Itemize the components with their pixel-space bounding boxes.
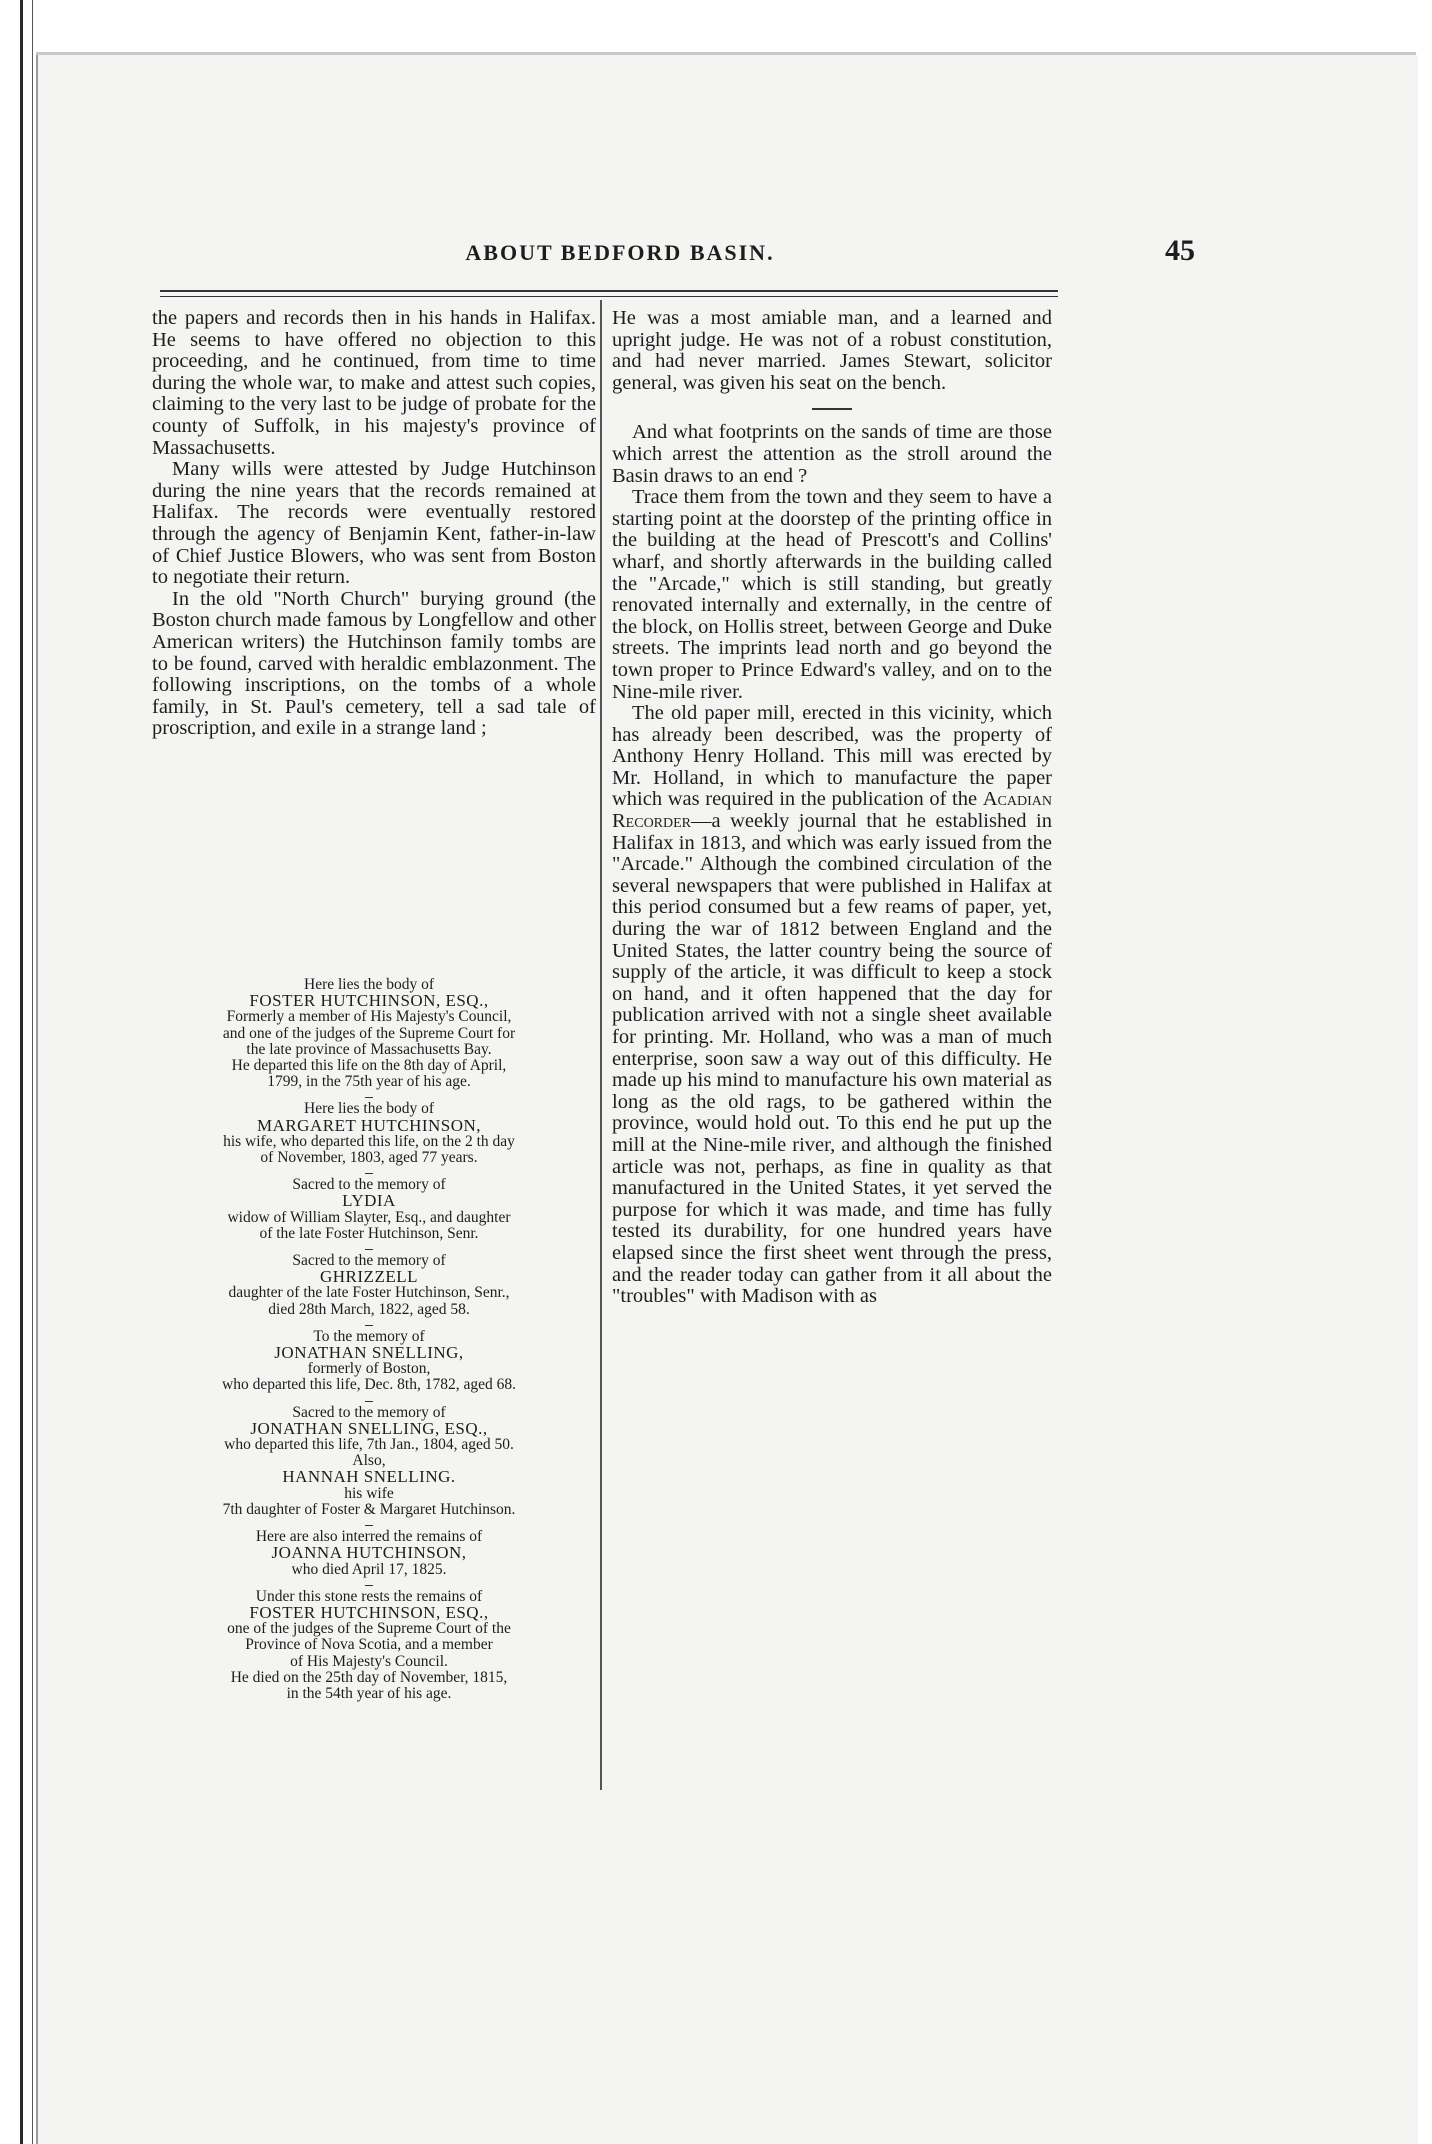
- epitaph: [148, 1253, 590, 1318]
- epitaph-name: JONATHAN SNELLING, ESQ.,: [250, 1418, 488, 1438]
- right-column: [612, 308, 1052, 1308]
- section-break: [812, 408, 852, 410]
- epitaph-line: of His Majesty's Council.: [290, 1652, 448, 1670]
- running-head: ABOUT BEDFORD BASIN.: [465, 240, 775, 265]
- epitaph-line: To the memory of: [313, 1327, 425, 1345]
- epitaph-name: FOSTER HUTCHINSON, ESQ.,: [249, 1602, 489, 1622]
- epitaph-line: Sacred to the memory of: [292, 1252, 446, 1270]
- epitaph-line: Sacred to the memory of: [292, 1403, 446, 1421]
- column-separator: [600, 300, 602, 1790]
- epitaph-line: died 28th March, 1822, aged 58.: [268, 1300, 470, 1318]
- header-rule-thick: [160, 290, 1058, 292]
- epitaph-line: 7th daughter of Foster & Margaret Hutchinson.: [222, 1500, 516, 1518]
- epitaph-list: [148, 977, 590, 1709]
- epitaph-line: daughter of the late Foster Hutchinson, Senr.,: [228, 1284, 510, 1302]
- epitaph-divider: [365, 1325, 373, 1326]
- epitaph-line: Province of Nova Scotia, and a member: [245, 1636, 493, 1654]
- paragraph: And what footprints on the sands of time are those which arrest the attention as the stroll around the Basin draws to an end ?: [612, 421, 1052, 487]
- paragraph: Trace them from the town and they seem to have a starting point at the doorstep of the printing office in the building at the head of Prescott's and Collins' wharf, and shortly afterwards in the building called the "Arcade," which is still standing, but greatly renovated internally and externally, in the centre of the block, on Hollis street, between George and Duke streets. The imprints lead north and go beyond the town proper to Prince Edward's valley, and on to the Nine-mile river.: [612, 486, 1052, 703]
- epitaph-name: JONATHAN SNELLING,: [274, 1343, 464, 1363]
- epitaph-name: JOANNA HUTCHINSON,: [271, 1543, 467, 1563]
- epitaph-line: formerly of Boston,: [307, 1360, 431, 1378]
- epitaph-line: who departed this life, 7th Jan., 1804, aged 50.: [224, 1436, 514, 1454]
- epitaph-line: in the 54th year of his age.: [286, 1684, 452, 1702]
- epitaph-divider: [365, 1097, 373, 1098]
- epitaph: [148, 1529, 590, 1578]
- newspaper-title: Acadian Recorder: [612, 788, 1052, 833]
- epitaph-line: who died April 17, 1825.: [291, 1560, 447, 1578]
- paragraph-text: —a weekly journal that he established in Halifax in 1813, and which was early issued from the "Arcade." Although the combined circulation of the several newspapers that were published in Halifax at this period consumed but a few reams of paper, yet, during the war of 1812 between England and the United States, the latter country being the source of supply of the article, it was difficult to keep a stock on hand, and it often happened that the day for publication arrived with not a single sheet available for printing. Mr. Holland, who was a man of much enterprise, soon saw a way out of this difficulty. He made up his mind to manufacture his own material as long as the old rags, to be gathered within the province, would hold out. To this end he put up the mill at the Nine-mile river, and although the finished article was not, perhaps, as fine in quality as that manufactured in the United States, it yet served the purpose for which it was made, and time has fully tested its durability, for one hundred years have elapsed since the first sheet went through the press, and the reader today can gather from it all about the "troubles" with Madison with as: [612, 810, 1052, 1308]
- paragraph: In the old "North Church" burying ground (the Boston church made famous by Longfellow and other American writers) the Hutchinson family tombs are to be found, carved with heraldic emblazonment. The following inscriptions, on the tombs of a whole family, in St. Paul's cemetery, tell a sad tale of proscription, and exile in a strange land ;: [152, 587, 596, 740]
- epitaph: [148, 977, 590, 1090]
- book-edge-line: [32, 0, 33, 2144]
- epitaph-divider: [365, 1585, 373, 1586]
- book-edge-dark: [20, 0, 23, 2144]
- epitaph-line: who departed this life, Dec. 8th, 1782, aged 68.: [222, 1376, 516, 1394]
- epitaph-line: Here lies the body of: [304, 976, 434, 993]
- paragraph: Many wills were attested by Judge Hutchinson during the nine years that the records remained at Halifax. The records were eventually restored through the agency of Benjamin Kent, father-in-law of Chief Justice Blowers, who was sent from Boston to negotiate their return.: [152, 458, 596, 589]
- epitaph-name: GHRIZZELL: [320, 1267, 418, 1287]
- paragraph: the papers and records then in his hands in Halifax. He seems to have offered no objection to this proceeding, and he continued, from time to time during the whole war, to make and attest such copies, claiming to the very last to be judge of probate for the county of Suffolk, in his majesty's province of Massachusetts.: [152, 307, 596, 459]
- epitaph: [148, 1589, 590, 1702]
- epitaph-line: 1799, in the 75th year of his age.: [267, 1073, 471, 1091]
- epitaph-divider: [365, 1525, 373, 1526]
- epitaph-name: FOSTER HUTCHINSON, ESQ.,: [249, 991, 489, 1011]
- epitaph-divider: [365, 1249, 373, 1250]
- epitaph: [148, 1177, 590, 1242]
- epitaph-line: widow of William Slayter, Esq., and daughter: [227, 1208, 511, 1226]
- epitaph-line: Here lies the body of: [304, 1100, 434, 1118]
- paragraph: He was a most amiable man, and a learned and upright judge. He was not of a robust constitution, and had never married. James Stewart, solicitor general, was given his seat on the bench.: [612, 307, 1052, 394]
- epitaph-divider: [365, 1401, 373, 1402]
- epitaph-line: He died on the 25th day of November, 1815,: [230, 1668, 508, 1686]
- epitaph-line: his wife: [344, 1484, 394, 1502]
- epitaph-line: Formerly a member of His Majesty's Council,: [226, 1008, 512, 1026]
- epitaph-name: MARGARET HUTCHINSON,: [256, 1115, 482, 1135]
- epitaph-name: LYDIA: [342, 1191, 396, 1211]
- epitaph-line: of November, 1803, aged 77 years.: [260, 1149, 478, 1167]
- epitaph-line: one of the judges of the Supreme Court of the: [227, 1620, 511, 1638]
- epitaph: [148, 1329, 590, 1394]
- epitaph: [148, 1101, 590, 1166]
- epitaph-line: He departed this life on the 8th day of April,: [231, 1057, 507, 1075]
- page-number: 45: [1165, 234, 1195, 267]
- epitaph-divider: [365, 1173, 373, 1174]
- page-header: [160, 234, 1195, 274]
- epitaph-line: Sacred to the memory of: [292, 1176, 446, 1194]
- epitaph-line: of the late Foster Hutchinson, Senr.: [259, 1224, 479, 1242]
- header-rule-thin: [160, 296, 1058, 297]
- epitaph-line: the late province of Massachusetts Bay.: [246, 1040, 492, 1058]
- epitaph-line: Also,: [352, 1452, 386, 1470]
- epitaph-line: Under this stone rests the remains of: [255, 1587, 483, 1605]
- paragraph: [612, 703, 1052, 1308]
- paragraph-text: The old paper mill, erected in this vicinity, which has already been described, was the property of Anthony Henry Holland. This mill was erected by Mr. Holland, in which to manufacture the paper which was required in the publication of the: [612, 702, 1052, 811]
- epitaph-line: Here are also interred the remains of: [255, 1528, 483, 1546]
- epitaph-line: and one of the judges of the Supreme Court for: [222, 1024, 516, 1042]
- epitaph: [148, 1405, 590, 1518]
- left-column: [152, 308, 596, 740]
- epitaph-line: his wife, who departed this life, on the 2 th day: [223, 1132, 515, 1150]
- epitaph-name: HANNAH SNELLING.: [282, 1467, 456, 1487]
